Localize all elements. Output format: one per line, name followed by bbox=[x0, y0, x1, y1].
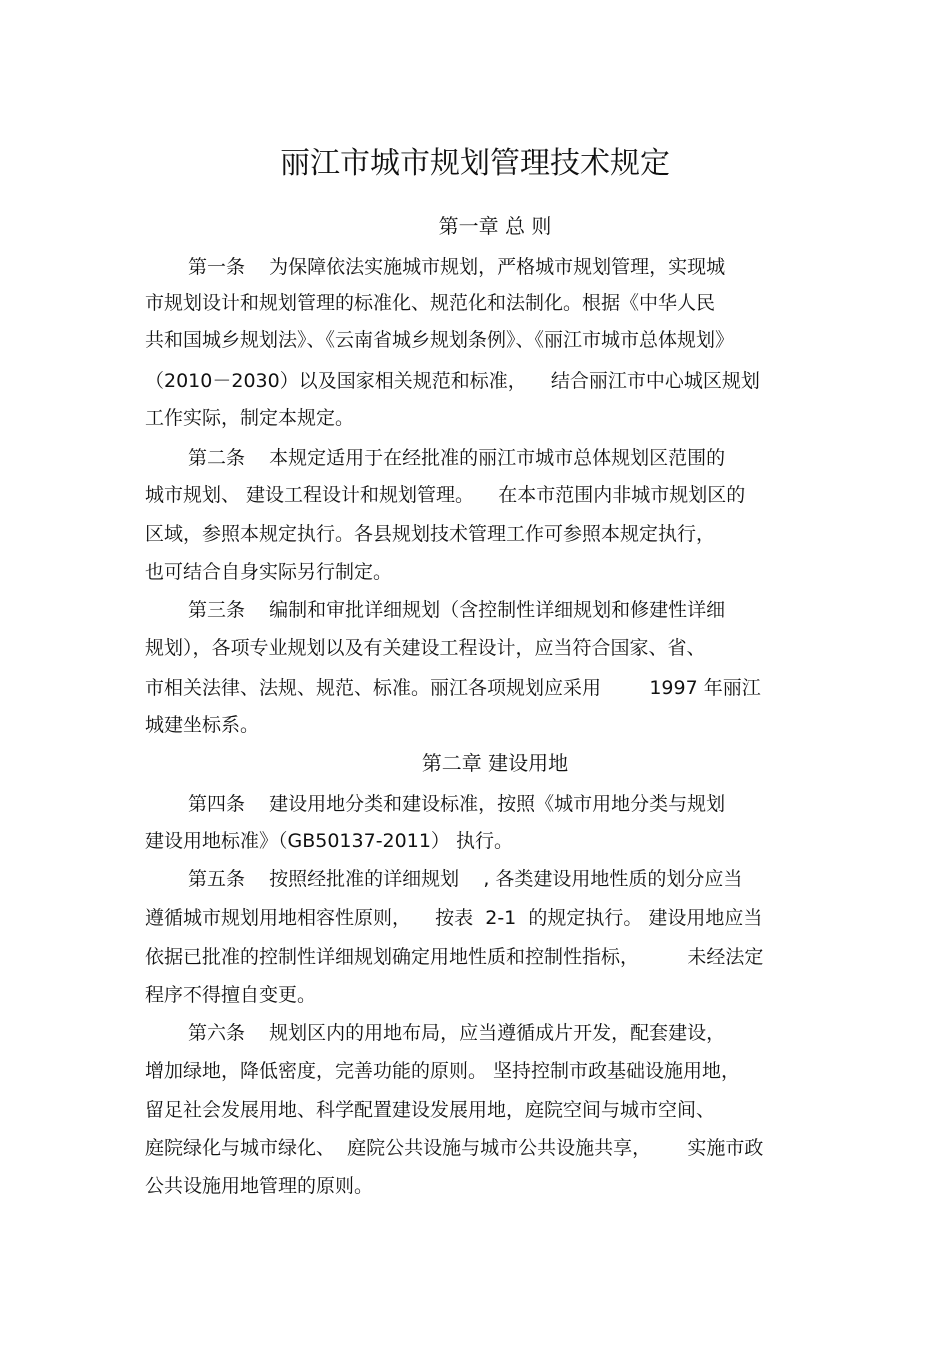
article-4-line-2: 建设用地标准》（GB50137-2011） 执行。 bbox=[145, 830, 513, 852]
article-6-line-3: 留足社会发展用地、科学配置建设发展用地，庭院空间与城市空间、 bbox=[145, 1099, 716, 1121]
article-3-line-4: 城建坐标系。 bbox=[145, 714, 260, 736]
chapter-1-heading: 第一章 总 则 bbox=[438, 214, 552, 238]
article-5-line-3: 依据已批准的控制性详细规划确定用地性质和控制性指标， 未经法定 bbox=[145, 946, 764, 968]
chapter-2-heading: 第二章 建设用地 bbox=[421, 751, 569, 775]
article-2-line-2: 城市规划、 建设工程设计和规划管理。 在本市范围内非城市规划区的 bbox=[145, 484, 746, 506]
article-6-line-1: 第六条 规划区内的用地布局，应当遵循成片开发，配套建设， bbox=[188, 1022, 726, 1044]
article-1-line-4: （2010－2030）以及国家相关规范和标准， 结合丽江市中心城区规划 bbox=[145, 370, 760, 392]
article-5-line-1: 第五条 按照经批准的详细规划 , 各类建设用地性质的划分应当 bbox=[188, 868, 743, 890]
article-2-line-4: 也可结合自身实际另行制定。 bbox=[145, 561, 393, 583]
article-5-line-4: 程序不得擅自变更。 bbox=[145, 984, 317, 1006]
article-2-line-1: 第二条 本规定适用于在经批准的丽江市城市总体规划区范围的 bbox=[188, 447, 726, 469]
article-4-line-1: 第四条 建设用地分类和建设标准，按照《城市用地分类与规划 bbox=[188, 793, 726, 815]
article-1-line-2: 市规划设计和规划管理的标准化、规范化和法制化。根据《中华人民 bbox=[145, 292, 716, 314]
article-6-line-5: 公共设施用地管理的原则。 bbox=[145, 1175, 374, 1197]
article-1-line-3: 共和国城乡规划法》、《云南省城乡规划条例》、《丽江市城市总体规划》 bbox=[145, 329, 735, 351]
article-3-line-2: 规划），各项专业规划以及有关建设工程设计，应当符合国家、省、 bbox=[145, 637, 706, 659]
article-1-line-5: 工作实际，制定本规定。 bbox=[145, 407, 355, 429]
article-6-line-2: 增加绿地，降低密度，完善功能的原则。 坚持控制市政基础设施用地， bbox=[145, 1060, 741, 1082]
article-1-line-1: 第一条 为保障依法实施城市规划，严格城市规划管理，实现城 bbox=[188, 256, 726, 278]
article-2-line-3: 区域，参照本规定执行。各县规划技术管理工作可参照本规定执行， bbox=[145, 523, 716, 545]
document-title: 丽江市城市规划管理技术规定 bbox=[280, 146, 670, 182]
article-6-line-4: 庭院绿化与城市绿化、 庭院公共设施与城市公共设施共享， 实施市政 bbox=[145, 1137, 764, 1159]
article-3-line-3: 市相关法律、法规、规范、标准。丽江各项规划应采用 1997 年丽江 bbox=[145, 677, 761, 699]
article-5-line-2: 遵循城市规划用地相容性原则， 按表 2-1 的规定执行。 建设用地应当 bbox=[145, 907, 763, 929]
article-3-line-1: 第三条 编制和审批详细规划（含控制性详细规划和修建性详细 bbox=[188, 599, 726, 621]
